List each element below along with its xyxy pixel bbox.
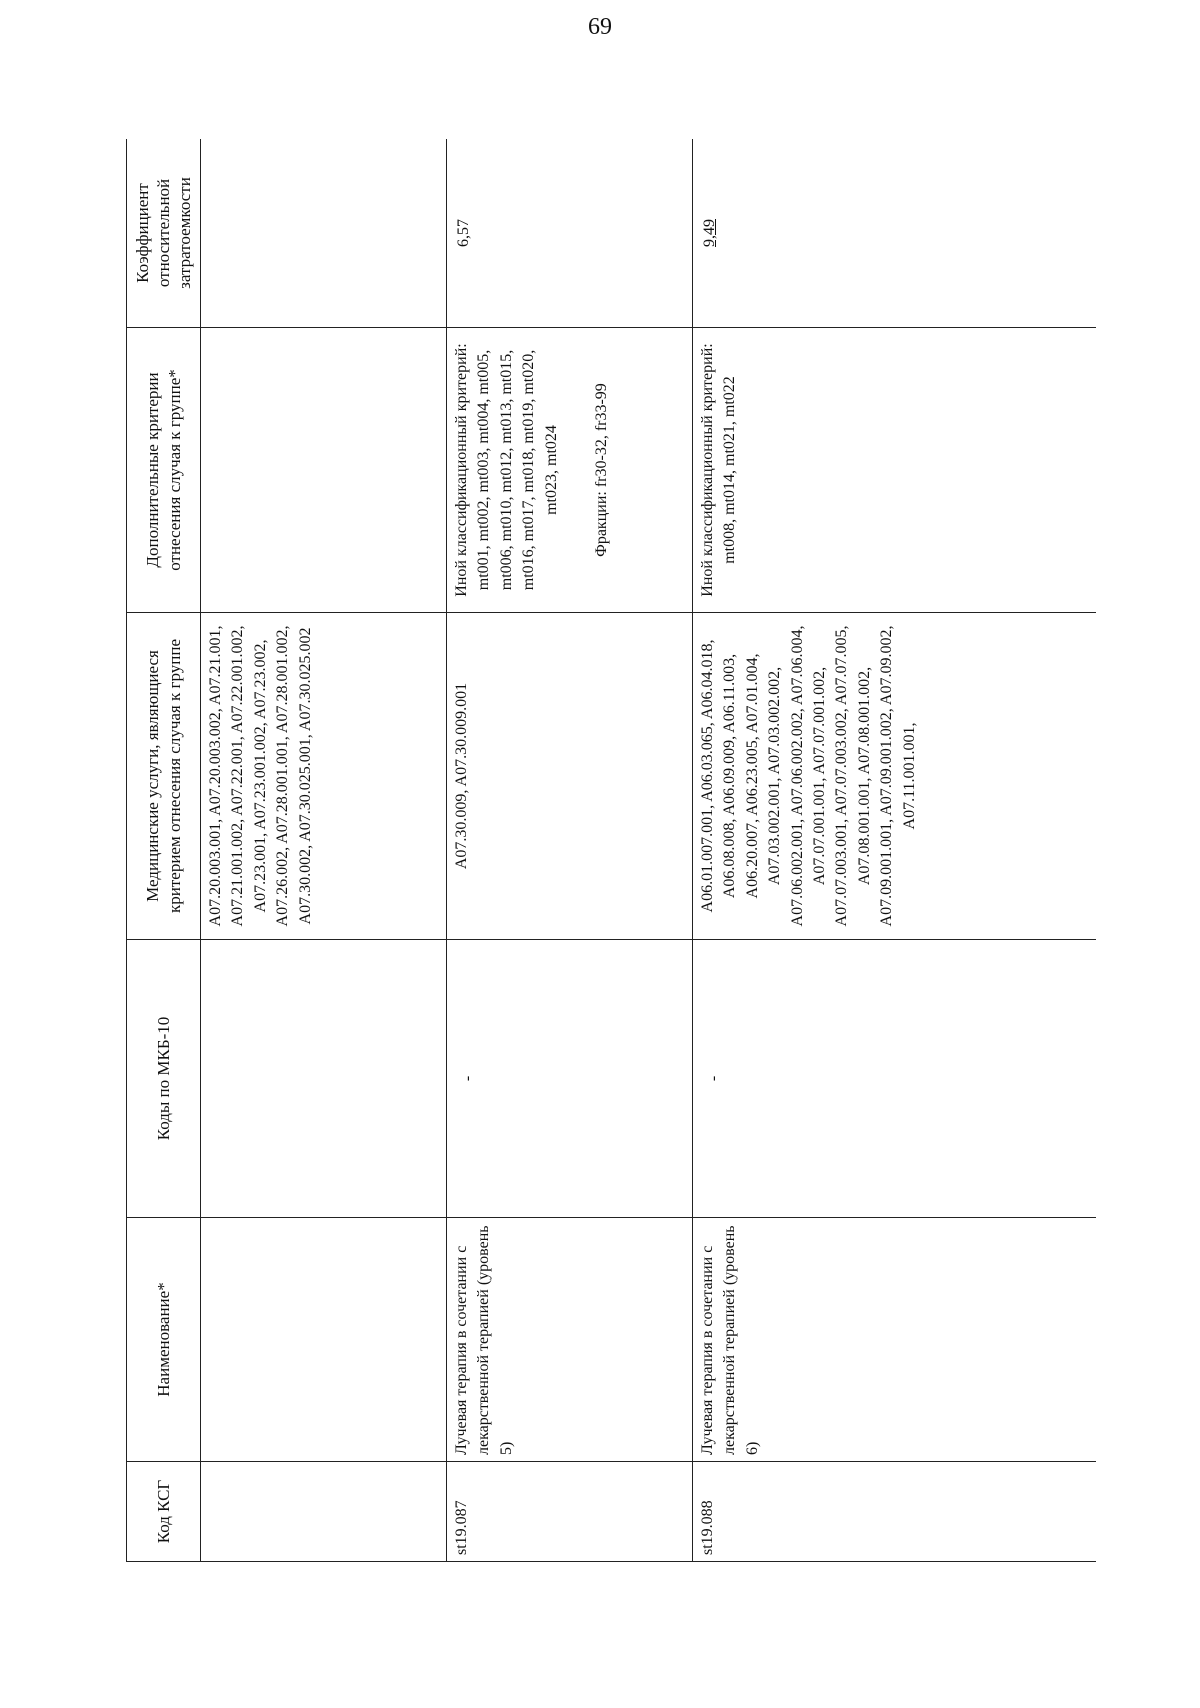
cell-coef: 6,57 <box>447 139 693 328</box>
cell-icd: - <box>447 940 693 1218</box>
ksg-table <box>126 139 1096 1562</box>
criteria-text: Иной классификационный критерий: mt001, mt002, mt003, mt004, mt005, mt006, mt010, mt012, mt013, mt015, mt016, mt017, mt018, mt019, mt020, mt023, mt024 <box>453 343 560 597</box>
cell-icd <box>201 940 447 1218</box>
coef-value: 9,49 <box>701 219 718 247</box>
table-row <box>447 139 693 1562</box>
tariff-table-container <box>126 139 1096 1562</box>
cell-services: A07.20.003.001, A07.20.003.002, A07.21.001, A07.21.001.002, A07.22.001, A07.22.001.002, A07.23.001, A07.23.001.002, A07.23.002, A07.26.002, A07.28.001.001, A07.28.001.002, A07.30.002, A07.30.025.001, A07.30.025.002 <box>201 613 447 940</box>
header-name: Наименование* <box>127 1218 201 1462</box>
header-code: Код КСГ <box>127 1462 201 1562</box>
table-header-row <box>127 139 201 1562</box>
rotated-table <box>126 139 1096 1562</box>
header-coef: Коэффициент относительной затратоемкости <box>127 139 201 328</box>
fractions-text: Фракции: fr30-32, fr33-99 <box>592 383 610 557</box>
cell-services: A06.01.007.001, A06.03.065, A06.04.018, A06.08.008, A06.09.009, A06.11.003, A06.20.007, A06.23.005, A07.01.004, A07.03.002.001, A07.03.002.002, A07.06.002.001, A07.06.002.002, A07.06.004, A07.07.001.001, A07.07.001.002, A07.07.003.001, A07.07.003.002, A07.07.005, A07.08.001.001, A07.08.001.002, A07.09.001.001, A07.09.001.002, A07.09.002, A07.11.001.001, <box>693 613 1097 940</box>
table-row <box>693 139 1097 1562</box>
header-services: Медицинские услуги, являющиеся критерием отнесения случая к группе <box>127 613 201 940</box>
cell-coef <box>201 139 447 328</box>
cell-icd: - <box>693 940 1097 1218</box>
cell-name <box>201 1218 447 1462</box>
header-criteria: Дополнительные критерии отнесения случая к группе* <box>127 328 201 613</box>
header-icd: Коды по МКБ-10 <box>127 940 201 1218</box>
cell-code <box>201 1462 447 1562</box>
cell-coef <box>693 139 1097 328</box>
cell-criteria: Иной классификационный критерий: mt008, mt014, mt021, mt022 <box>693 328 1097 613</box>
cell-criteria <box>201 328 447 613</box>
cell-code: st19.087 <box>447 1462 693 1562</box>
cell-criteria <box>447 328 693 613</box>
cell-name: Лучевая терапия в сочетании с лекарственной терапией (уровень 6) <box>693 1218 1097 1462</box>
table-row-continuation <box>201 139 447 1562</box>
cell-code: st19.088 <box>693 1462 1097 1562</box>
page-number: 69 <box>588 14 612 40</box>
cell-name: Лучевая терапия в сочетании с лекарственной терапией (уровень 5) <box>447 1218 693 1462</box>
cell-services: A07.30.009, A07.30.009.001 <box>447 613 693 940</box>
